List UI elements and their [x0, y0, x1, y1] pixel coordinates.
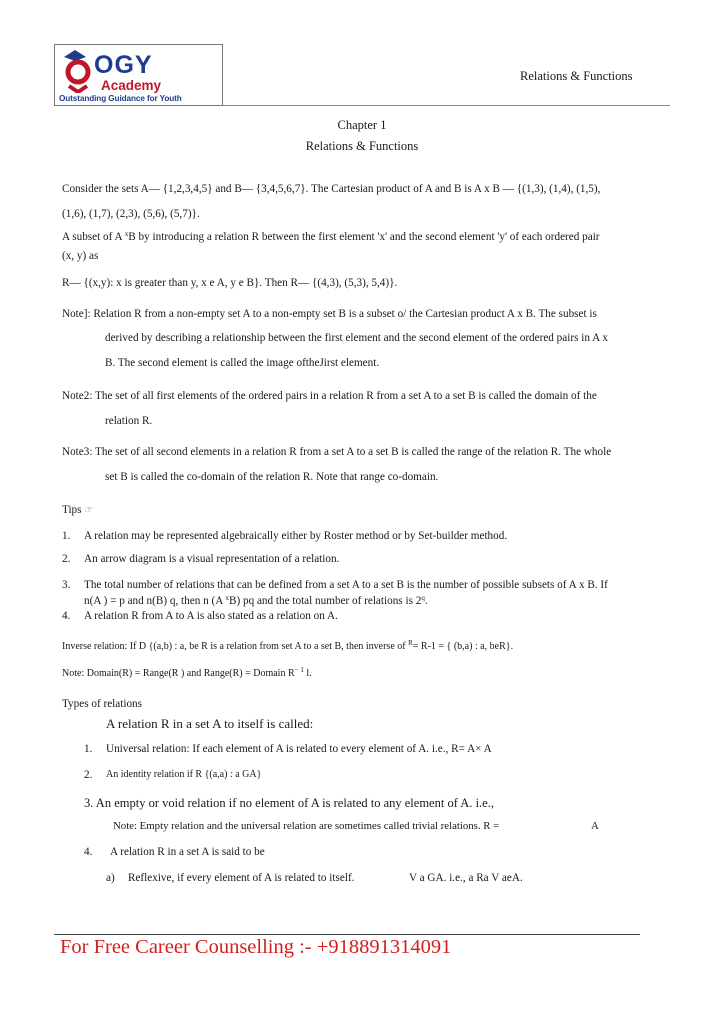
list-item: 1.	[84, 743, 93, 755]
list-item: 2.	[62, 553, 71, 565]
list-item: The total number of relations that can be defined from a set A to a set B is the number of possible subsets of A x B. If	[84, 579, 608, 591]
list-item: 3.	[62, 579, 71, 591]
list-item: 3. An empty or void relation if no element of A is related to any element of A. i.e.,	[84, 796, 494, 810]
inverse-relation-line: Inverse relation: If D {(a,b) : a, be R is a relation from set A to a set B, then inverse of $^R$= R-1 = { (b,a) : a, beR}.	[62, 639, 514, 652]
chapter-number: Chapter 1	[337, 118, 387, 132]
list-item: A relation may be represented algebraically either by Roster method or by Set-builder method.	[84, 530, 508, 542]
header-rule	[222, 105, 670, 106]
list-item: An identity relation if R {(a,a) : a GA}	[106, 769, 262, 780]
paragraph-line: R— {(x,y): x is greater than y, x e A, y e B}. Then R— {(4,3), (5,3), 5,4)}.	[62, 277, 398, 289]
list-item: A relation R in a set A is said to be	[110, 846, 265, 858]
note-line: Note]: Relation R from a non-empty set A to a non-empty set B is a subset o/ the Cartesian product A x B. The subset is	[62, 308, 597, 320]
footer-rule	[54, 934, 640, 935]
paragraph-line: (1,6), (1,7), (2,3), (5,6), (5,7)}.	[62, 208, 200, 220]
running-title: Relations & Functions	[520, 69, 633, 83]
logo-brand: OGY	[94, 51, 153, 79]
footer-cta: For Free Career Counselling :- +918891314091	[60, 936, 452, 958]
list-item: n(A ) = p and n(B) q, then n (A $^x$B) pq and the total number of relations is 2$^q$.	[84, 594, 428, 607]
domain-note-line: Note: Domain(R) = Range(R ) and Range(R) = Domain $R^{- 1}$ l.	[62, 666, 312, 679]
note-line: Note3: The set of all second elements in a relation R from a set A to a set B is called the range of the relation R. The whole	[62, 446, 612, 458]
paragraph-line: (x, y) as	[62, 250, 99, 262]
paragraph-line: A subset of A $^x$B by introducing a relation R between the first element 'x' and the second element 'y' of each ordered pair	[62, 230, 600, 243]
sub-list-item: V a GA. i.e., a Ra V aeA.	[409, 872, 523, 884]
logo	[54, 44, 223, 106]
section-intro: A relation R in a set A to itself is called:	[106, 716, 314, 731]
note-line: A	[591, 820, 599, 832]
list-item: 2.	[84, 769, 93, 781]
section-heading: Types of relations	[62, 698, 142, 710]
pointing-hand-icon: ☞	[84, 505, 94, 516]
note-line: Note2: The set of all first elements of the ordered pairs in a relation R from a set A to a set B is called the domain of the	[62, 390, 597, 402]
list-item: An arrow diagram is a visual representation of a relation.	[84, 553, 340, 565]
list-item: Universal relation: If each element of A is related to every element of A. i.e., R= A× A	[106, 743, 492, 755]
list-item: 4.	[84, 846, 93, 858]
paragraph-line: Consider the sets A— {1,2,3,4,5} and B— {3,4,5,6,7}. The Cartesian product of A and B is A x B — {(1,3), (1,4), (1,5),	[62, 183, 601, 195]
logo-subtitle: Academy	[101, 78, 162, 93]
sub-list-label: a)	[106, 872, 115, 884]
list-item: A relation R from A to A is also stated as a relation on A.	[84, 610, 338, 622]
list-item: 1.	[62, 530, 71, 542]
note-line: relation R.	[105, 415, 153, 427]
logo-tagline: Outstanding Guidance for Youth	[59, 94, 182, 103]
note-line: Note: Empty relation and the universal relation are sometimes called trivial relations. R =	[113, 820, 500, 832]
tips-heading: Tips ☞	[62, 504, 94, 516]
logo-mark-icon	[61, 47, 95, 93]
note-line: derived by describing a relationship between the first element and the second element of the ordered pairs in A x	[105, 332, 608, 344]
list-item: 4.	[62, 610, 71, 622]
note-line: B. The second element is called the image oftheJirst element.	[105, 357, 380, 369]
note-line: set B is called the co-domain of the relation R. Note that range co-domain.	[105, 471, 439, 483]
chapter-title: Relations & Functions	[305, 139, 419, 153]
sub-list-item: Reflexive, if every element of A is related to itself.	[128, 872, 355, 884]
